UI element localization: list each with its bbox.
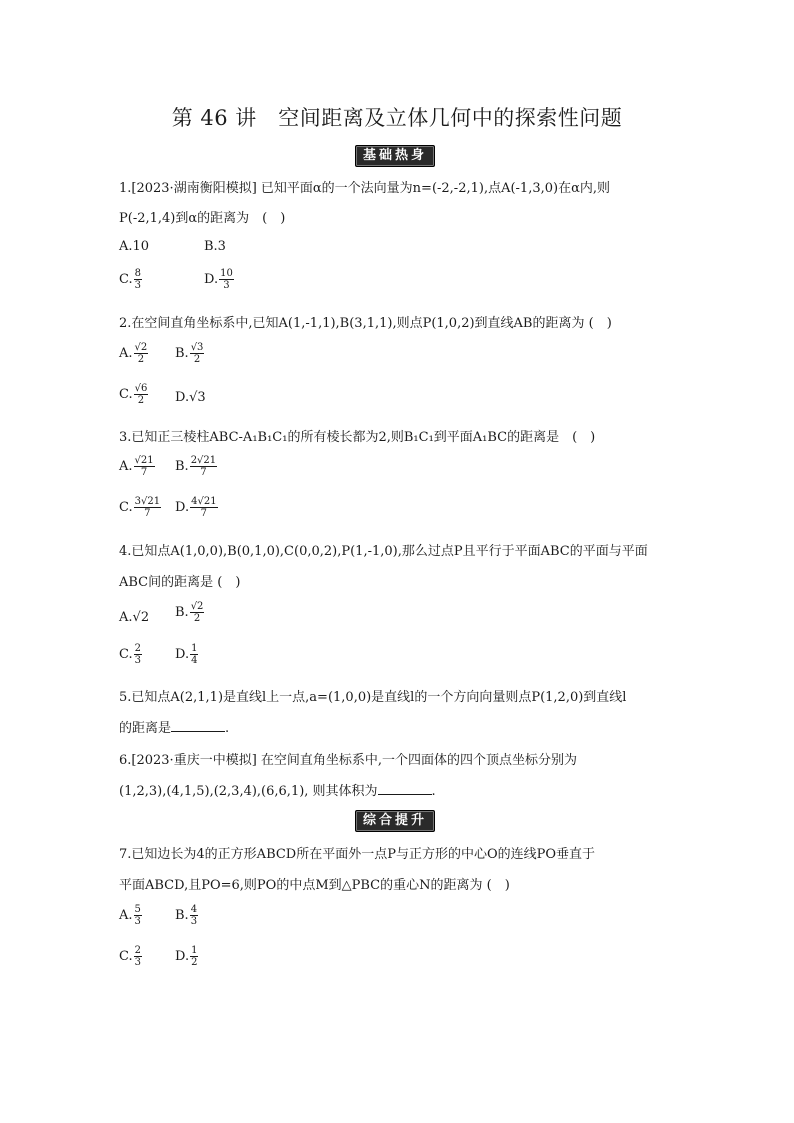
question-1-line-2: P(-2,1,4)到α的距离为 ( ) (119, 211, 286, 226)
question-4-line-2: ABC间的距离是 ( ) (119, 575, 241, 590)
q3-option-a: A. $\frac{√21}{7}$ (119, 455, 154, 478)
question-3-line-1: 3.已知正三棱柱ABC-A₁B₁C₁的所有棱长都为2,则B₁C₁到平面A₁BC的距离是 ( ) (119, 430, 596, 445)
q3-option-d: D. $\frac{4√21}{7}$ (175, 496, 217, 519)
q2-option-b: B. $\frac{√3}{2}$ (175, 342, 204, 365)
question-7-line-1: 7.已知边长为4的正方形ABCD所在平面外一点P与正方形的中心O的连线PO垂直于 (119, 847, 596, 862)
question-7-line-2: 平面ABCD,且PO=6,则PO的中点M到△PBC的重心N的距离为 ( ) (119, 878, 510, 893)
q7-option-a: A. $\frac{5}{3}$ (119, 904, 141, 927)
section-badge-basic: 基础热身 (355, 145, 435, 167)
question-4-line-1: 4.已知点A(1,0,0),B(0,1,0),C(0,0,2),P(1,-1,0),那么过点P且平行于平面ABC的平面与平面 (119, 544, 648, 559)
q2-option-d: D.√3 (175, 390, 206, 405)
question-6-line-1: 6.[2023·重庆一中模拟] 在空间直角坐标系中,一个四面体的四个顶点坐标分别为 (119, 753, 578, 768)
section-badge-advanced: 综合提升 (355, 810, 435, 832)
question-1-line-1: 1.[2023·湖南衡阳模拟] 已知平面α的一个法向量为n=(-2,-2,1),点A(-1,3,0)在α内,则 (119, 181, 610, 196)
question-5-line-1: 5.已知点A(2,1,1)是直线l上一点,a=(1,0,0)是直线l的一个方向向量则点P(1,2,0)到直线l (119, 690, 627, 705)
answer-blank (378, 782, 432, 795)
answer-blank (171, 719, 225, 732)
q3-option-c: C. $\frac{3√21}{7}$ (119, 496, 161, 519)
q1-option-d: D. $\frac{10}{3}$ (204, 268, 233, 291)
q4-option-a: A.√2 (119, 610, 150, 625)
q2-option-c: C. $\frac{√6}{2}$ (119, 383, 148, 406)
question-6-line-2: (1,2,3),(4,1,5),(2,3,4),(6,6,1), 则其体积为 . (119, 784, 436, 799)
q4-option-c: C. $\frac{2}{3}$ (119, 643, 141, 666)
page-title: 第 46 讲 空间距离及立体几何中的探索性问题 (171, 106, 623, 130)
question-5-line-2: 的距离是 . (119, 721, 230, 736)
q2-option-a: A. $\frac{√2}{2}$ (119, 342, 148, 365)
q7-option-b: B. $\frac{4}{3}$ (175, 904, 198, 927)
q3-option-b: B. $\frac{2√21}{7}$ (175, 455, 217, 478)
q1-option-b: B.3 (204, 239, 226, 254)
question-2-line-1: 2.在空间直角坐标系中,已知A(1,-1,1),B(3,1,1),则点P(1,0,2)到直线AB的距离为 ( ) (119, 316, 612, 331)
q7-option-d: D. $\frac{1}{2}$ (175, 945, 198, 968)
q7-option-c: C. $\frac{2}{3}$ (119, 945, 141, 968)
q4-option-b: B. $\frac{√2}{2}$ (175, 601, 204, 624)
q1-option-c: C. $\frac{8}{3}$ (119, 268, 141, 291)
q4-option-d: D. $\frac{1}{4}$ (175, 643, 198, 666)
q1-option-a: A.10 (119, 239, 150, 254)
